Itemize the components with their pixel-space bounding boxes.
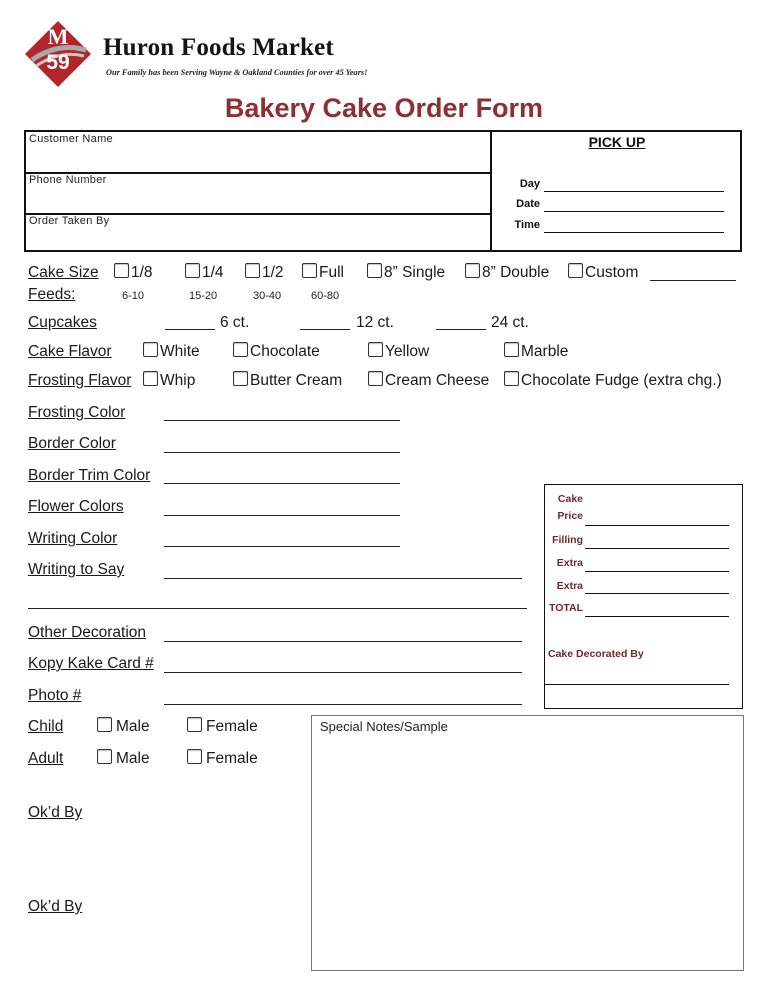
special-notes-box[interactable]	[311, 715, 744, 971]
checkbox[interactable]	[187, 749, 202, 764]
checkbox[interactable]	[245, 263, 260, 278]
flavor-white[interactable]: White	[143, 342, 200, 361]
other-decoration-input[interactable]	[164, 641, 522, 642]
frosting-cream-cheese[interactable]: Cream Cheese	[368, 371, 489, 390]
page-title: Bakery Cake Order Form	[224, 93, 544, 123]
child-male-option[interactable]: Male	[97, 717, 150, 736]
size-option-full[interactable]: Full	[302, 263, 344, 282]
adult-male-option[interactable]: Male	[97, 749, 150, 768]
pickup-time-field[interactable]	[494, 219, 730, 237]
kopy-kake-card-input[interactable]	[164, 672, 522, 673]
size-option-8-single[interactable]: 8” Single	[367, 263, 445, 282]
logo-m: M	[47, 24, 69, 49]
frosting-butter-cream[interactable]: Butter Cream	[233, 371, 342, 390]
frosting-flavor-label: Frosting Flavor	[28, 372, 132, 389]
checkbox[interactable]	[504, 342, 519, 357]
feeds-1-2: 30-40	[253, 290, 282, 302]
checkbox[interactable]	[114, 263, 129, 278]
writing-to-say-input-line2[interactable]	[28, 608, 527, 609]
okd-by-label-2: Ok’d By	[28, 898, 83, 915]
cupcake-24ct-label: 24 ct.	[491, 314, 529, 331]
pickup-date-field[interactable]	[494, 198, 730, 216]
frosting-whip[interactable]: Whip	[143, 371, 195, 390]
total-input[interactable]	[585, 616, 729, 617]
feeds-1-8: 6-10	[122, 290, 145, 302]
frosting-color-label: Frosting Color	[28, 404, 126, 421]
order-taken-by-field[interactable]	[26, 214, 490, 254]
pickup-date-label: Date	[516, 198, 540, 210]
feeds-1-4: 15-20	[189, 290, 218, 302]
pickup-day-label: Day	[519, 178, 540, 190]
border-trim-color-label: Border Trim Color	[28, 467, 151, 484]
flower-colors-input[interactable]	[164, 515, 400, 516]
size-option-1-4[interactable]: 1/4	[185, 263, 224, 282]
writing-to-say-input[interactable]	[164, 578, 522, 579]
feeds-full: 60-80	[311, 290, 340, 302]
cake-flavor-label: Cake Flavor	[28, 343, 112, 360]
extra-price-input-1[interactable]	[585, 571, 729, 572]
cake-price-input[interactable]	[585, 525, 729, 526]
size-option-1-2[interactable]: 1/2	[245, 263, 284, 282]
phone-number-field[interactable]	[26, 173, 490, 215]
price-box	[544, 484, 743, 709]
custom-size-blank[interactable]	[650, 280, 736, 281]
checkbox[interactable]	[465, 263, 480, 278]
checkbox[interactable]	[233, 342, 248, 357]
flavor-yellow[interactable]: Yellow	[368, 342, 429, 361]
photo-number-input[interactable]	[164, 704, 522, 705]
size-option-custom[interactable]: Custom	[568, 263, 638, 282]
adult-label: Adult	[28, 750, 64, 767]
logo-59: 59	[46, 51, 70, 74]
customer-pickup-box	[24, 130, 742, 252]
cupcake-24-blank[interactable]	[436, 329, 486, 330]
checkbox[interactable]	[368, 371, 383, 386]
kopy-kake-card-label: Kopy Kake Card #	[28, 655, 154, 672]
checkbox[interactable]	[143, 371, 158, 386]
feeds-label: Feeds:	[28, 286, 76, 303]
cupcake-12-blank[interactable]	[300, 329, 350, 330]
extra-label-1: Extra	[556, 557, 583, 569]
writing-color-input[interactable]	[164, 546, 400, 547]
flower-colors-label: Flower Colors	[28, 498, 124, 515]
child-label: Child	[28, 718, 64, 735]
checkbox[interactable]	[97, 749, 112, 764]
checkbox[interactable]	[185, 263, 200, 278]
checkbox[interactable]	[368, 342, 383, 357]
checkbox[interactable]	[504, 371, 519, 386]
cake-size-label: Cake Size	[28, 264, 99, 281]
checkbox[interactable]	[568, 263, 583, 278]
decorated-by-input[interactable]	[545, 684, 729, 685]
special-notes-label: Special Notes/Sample	[320, 719, 448, 734]
customer-name-field[interactable]	[26, 132, 490, 174]
extra-label-2: Extra	[556, 580, 583, 592]
size-option-1-8[interactable]: 1/8	[114, 263, 153, 282]
adult-female-option[interactable]: Female	[187, 749, 258, 768]
frosting-color-input[interactable]	[164, 420, 400, 421]
pickup-time-label: Time	[514, 219, 540, 231]
border-color-input[interactable]	[164, 452, 400, 453]
brand-name: Huron Foods Market	[103, 34, 334, 61]
customer-info-section	[26, 132, 492, 250]
flavor-marble[interactable]: Marble	[504, 342, 568, 361]
writing-to-say-label: Writing to Say	[28, 561, 125, 578]
tagline: Our Family has been Serving Wayne & Oakland Counties for over 45 Years!	[106, 68, 368, 77]
checkbox[interactable]	[143, 342, 158, 357]
checkbox[interactable]	[367, 263, 382, 278]
cupcake-12ct-label: 12 ct.	[356, 314, 394, 331]
filling-price-input[interactable]	[585, 548, 729, 549]
frosting-chocolate-fudge[interactable]: Chocolate Fudge (extra chg.)	[504, 371, 722, 390]
order-taken-by-label: Order Taken By	[29, 215, 110, 227]
filling-label: Filling	[552, 534, 583, 546]
border-trim-color-input[interactable]	[164, 483, 400, 484]
checkbox[interactable]	[187, 717, 202, 732]
size-option-8-double[interactable]: 8” Double	[465, 263, 549, 282]
price-label: Price	[557, 510, 583, 522]
cupcake-6-blank[interactable]	[165, 329, 215, 330]
cupcakes-label: Cupcakes	[28, 314, 97, 331]
decorated-by-label: Cake Decorated By	[548, 648, 644, 660]
other-decoration-label: Other Decoration	[28, 624, 147, 641]
cake-label: Cake	[557, 493, 583, 505]
child-female-option[interactable]: Female	[187, 717, 258, 736]
checkbox[interactable]	[302, 263, 317, 278]
pickup-title: PICK UP	[588, 134, 646, 150]
pickup-day-field[interactable]	[494, 178, 730, 196]
phone-number-label: Phone Number	[29, 174, 107, 186]
border-color-label: Border Color	[28, 435, 116, 452]
photo-number-label: Photo #	[28, 687, 82, 704]
flavor-chocolate[interactable]: Chocolate	[233, 342, 320, 361]
writing-color-label: Writing Color	[28, 530, 118, 547]
checkbox[interactable]	[97, 717, 112, 732]
total-label: TOTAL	[548, 602, 583, 614]
m59-logo	[24, 20, 92, 88]
customer-name-label: Customer Name	[29, 133, 113, 145]
okd-by-label-1: Ok’d By	[28, 804, 83, 821]
checkbox[interactable]	[233, 371, 248, 386]
extra-price-input-2[interactable]	[585, 593, 729, 594]
cupcake-6ct-label: 6 ct.	[220, 314, 250, 331]
